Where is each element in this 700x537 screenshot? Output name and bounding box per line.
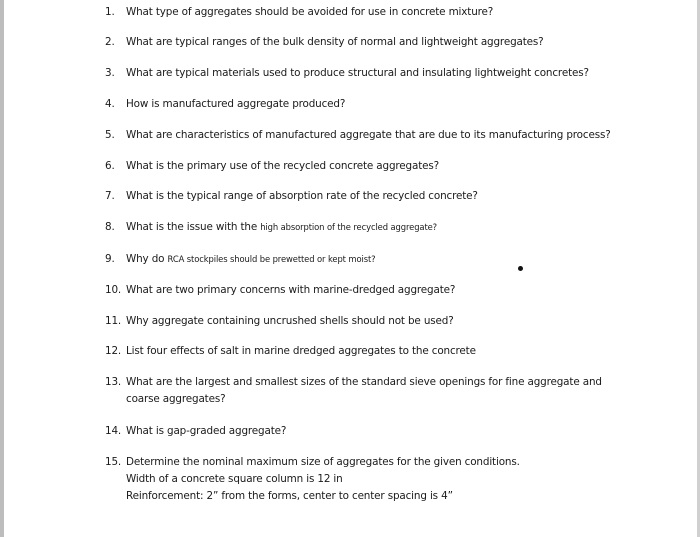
question-text: What type of aggregates should be avoided for use in concrete mixture? bbox=[126, 6, 494, 18]
question-number: 14. bbox=[105, 425, 122, 437]
question-text bbox=[126, 251, 376, 268]
question-number: 5. bbox=[105, 129, 115, 141]
question-text: How is manufactured aggregate produced? bbox=[126, 98, 346, 110]
question-text: coarse aggregates? bbox=[126, 393, 226, 405]
question-text: Reinforcement: 2” from the forms, center to center spacing is 4” bbox=[126, 490, 453, 502]
question-text-part: Why do bbox=[126, 253, 165, 265]
question-text: What is gap-graded aggregate? bbox=[126, 425, 287, 437]
page-left-edge bbox=[0, 0, 4, 537]
question-text: What are two primary concerns with marine-dredged aggregate? bbox=[126, 284, 456, 296]
question-text-part: What is the issue with the bbox=[126, 221, 258, 233]
question-number: 9. bbox=[105, 253, 115, 265]
question-text: Determine the nominal maximum size of aggregates for the given conditions. bbox=[126, 456, 520, 468]
question-text: What is the primary use of the recycled concrete aggregates? bbox=[126, 160, 440, 172]
question-text: Width of a concrete square column is 12 in bbox=[126, 473, 343, 485]
question-number: 11. bbox=[105, 315, 122, 327]
question-number: 2. bbox=[105, 36, 115, 48]
question-text-part-small: high absorption of the recycled aggregate? bbox=[260, 222, 438, 232]
question-text: What are the largest and smallest sizes of the standard sieve openings for fine aggregate and bbox=[126, 376, 602, 388]
question-text: Why aggregate containing uncrushed shells should not be used? bbox=[126, 315, 454, 327]
bullet-dot bbox=[518, 266, 523, 271]
question-text: What are characteristics of manufactured aggregate that are due to its manufacturing process? bbox=[126, 129, 611, 141]
question-number: 4. bbox=[105, 98, 115, 110]
question-number: 13. bbox=[105, 376, 122, 388]
question-number: 1. bbox=[105, 6, 115, 18]
question-number: 3. bbox=[105, 67, 115, 79]
question-text-part-small: RCA stockpiles should be prewetted or kept moist? bbox=[167, 254, 376, 264]
question-text: What are typical ranges of the bulk density of normal and lightweight aggregates? bbox=[126, 36, 544, 48]
question-number: 10. bbox=[105, 284, 122, 296]
question-number: 12. bbox=[105, 345, 122, 357]
question-number: 7. bbox=[105, 190, 115, 202]
question-text bbox=[126, 219, 437, 236]
question-number: 15. bbox=[105, 456, 122, 468]
question-text: What is the typical range of absorption rate of the recycled concrete? bbox=[126, 190, 478, 202]
question-number: 6. bbox=[105, 160, 115, 172]
question-text: What are typical materials used to produce structural and insulating lightweight concretes? bbox=[126, 67, 589, 79]
question-number: 8. bbox=[105, 221, 115, 233]
question-text: List four effects of salt in marine dredged aggregates to the concrete bbox=[126, 345, 476, 357]
